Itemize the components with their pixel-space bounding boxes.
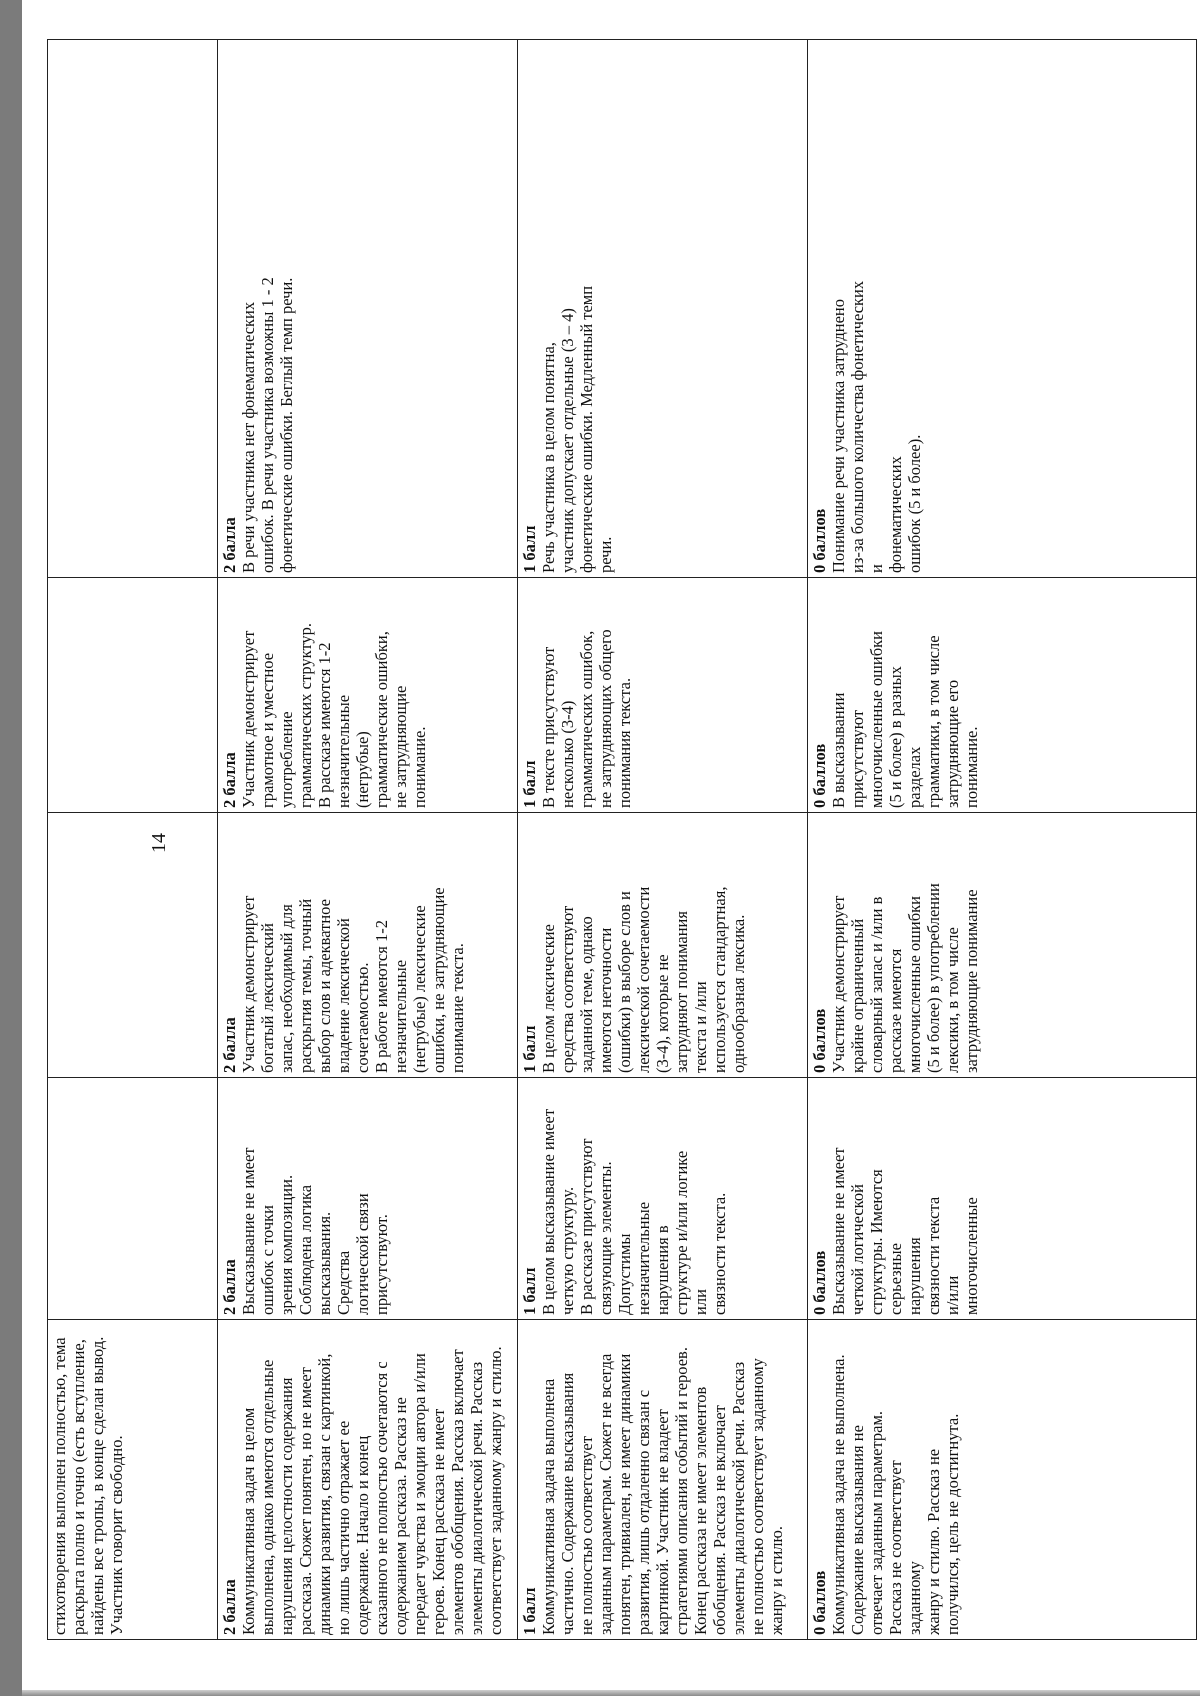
score-label: 1 балл xyxy=(520,1587,539,1635)
cell-grammar xyxy=(218,578,518,813)
cell-text: Высказывание не имеет четкой логической структуры. Имеются серьезные нарушения связности текста и/или многочисленные xyxy=(829,1147,981,1315)
cell-grammar xyxy=(48,578,218,813)
score-label: 0 баллов xyxy=(810,1250,829,1315)
score-label: 1 балл xyxy=(520,525,539,573)
assessment-criteria-table xyxy=(47,39,1197,1640)
cell-text: В высказывании присутствуют многочисленные ошибки (5 и более) в разных разделах грамматики, в том числе затрудняющие его понимание. xyxy=(829,631,981,808)
score-label: 2 балла xyxy=(220,1579,239,1635)
table-row-2-points xyxy=(218,40,518,1640)
cell-text: Коммуникативная задача не выполнена. Содержание высказывания не отвечает заданным параметрам. Рассказ не соответствует заданному жанру и стилю. Рассказ не получился, цель не достигнута. xyxy=(829,1354,962,1635)
cell-text: Коммуникативная задач в целом выполнена, однако имеются отдельные нарушения целостности содержания рассказа. Сюжет понятен, но не имеет динамики развития, связан с картинкой, но лишь частично отражает ее содержание. Начало и конец сказанного не полностью сочетаются с содержанием рассказа. Рассказ не передает чувства и эмоции автора и/или героев. Конец рассказа не имеет элементов обобщения. Рассказ включает элементы диалогической речи. Рассказ соответствует заданному жанру и стилю. xyxy=(239,1346,505,1635)
cell-grammar xyxy=(808,578,1197,813)
cell-lexis xyxy=(518,813,808,1078)
cell-text: В целом высказывание имеет четкую структуру. В рассказе присутствуют связующие элементы. Допустимы незначительные нарушения в структуре и/или логике или связности текста. xyxy=(539,1108,729,1315)
cell-text: Понимание речи участника затруднено из-за большого количества фонетических и фонематических ошибок (5 и более). xyxy=(829,280,924,573)
cell-grammar xyxy=(518,578,808,813)
score-label: 1 балл xyxy=(520,1025,539,1073)
table-row-continuation xyxy=(48,40,218,1640)
score-label: 0 баллов xyxy=(810,508,829,573)
score-label: 2 балла xyxy=(220,1017,239,1073)
cell-phonetics xyxy=(48,40,218,578)
score-label: 2 балла xyxy=(220,752,239,808)
cell-text: В целом лексические средства соответствуют заданной теме, однако имеются неточности (ошибки) в выборе слов и лексической сочетаемости (3-4), которые не затрудняют понимания текста и /или используется стандартная, однообразная лексика. xyxy=(539,886,748,1073)
cell-text: Коммуникативная задача выполнена частично. Содержание высказывания не полностью соответствует заданным параметрам. Сюжет не всегда понятен, тривиален, не имеет динамики развития, лишь отдаленно связан с картинкой. Участник не владеет стратегиями описания событий и героев. Конец рассказа не имеет элементов обобщения. Рассказ не включает элементы диалогической речи. Рассказ не полностью соответствует заданному жанру и стилю. xyxy=(539,1347,786,1635)
cell-content xyxy=(218,1320,518,1640)
score-label: 1 балл xyxy=(520,760,539,808)
score-label: 1 балл xyxy=(520,1267,539,1315)
score-label: 2 балла xyxy=(220,517,239,573)
table-row-0-points xyxy=(808,40,1197,1640)
cell-text: Высказывание не имеет ошибок с точки зрения композиции. Соблюдена логика высказывания. Средства логической связи присутствуют. xyxy=(239,1147,391,1315)
cell-text: Участник демонстрирует крайне ограниченный словарный запас и /или в рассказе имеются многочисленные ошибки (5 и более) в употреблении лексики, в том числе затрудняющие понимание xyxy=(829,883,981,1073)
cell-composition xyxy=(808,1078,1197,1320)
cell-content xyxy=(518,1320,808,1640)
score-label: 0 баллов xyxy=(810,743,829,808)
cell-lexis xyxy=(48,813,218,1078)
cell-text: стихотворения выполнен полностью, тема раскрыта полно и точно (есть вступление, найдены все тропы, в конце сделан вывод. Участник говорит свободно. xyxy=(50,1336,126,1635)
page-number: 14 xyxy=(148,833,170,853)
score-label: 0 баллов xyxy=(810,1008,829,1073)
score-label: 2 балла xyxy=(220,1259,239,1315)
cell-composition xyxy=(218,1078,518,1320)
cell-content xyxy=(808,1320,1197,1640)
cell-text: Участник демонстрирует грамотное и уместное употребление грамматических структур. В рассказе имеются 1-2 незначительные (негрубые) грамматические ошибки, не затрудняющие понимание. xyxy=(239,622,429,808)
table-row-1-point xyxy=(518,40,808,1640)
cell-composition xyxy=(518,1078,808,1320)
score-label: 0 баллов xyxy=(810,1570,829,1635)
cell-lexis xyxy=(218,813,518,1078)
cell-composition xyxy=(48,1078,218,1320)
cell-phonetics xyxy=(808,40,1197,578)
cell-text: Речь участника в целом понятна, участник допускает отдельные (3 – 4) фонетические ошибки. Медленный темп речи. xyxy=(539,285,615,573)
cell-phonetics xyxy=(518,40,808,578)
cell-text: В речи участника нет фонематических ошибок. В речи участника возможны 1 - 2 фонетические ошибки. Беглый темп речи. xyxy=(239,277,296,573)
cell-phonetics xyxy=(218,40,518,578)
scan-bottom-edge xyxy=(22,1690,1200,1696)
rotated-table-container xyxy=(47,40,1197,1640)
cell-lexis xyxy=(808,813,1197,1078)
cell-content xyxy=(48,1320,218,1640)
cell-text: Участник демонстрирует богатый лексический запас, необходимый для раскрытия темы, точный выбор слов и адекватное владение лексической сочетаемостью. В работе имеются 1-2 незначительные (негрубые) лексические ошибки, не затрудняющие понимание текста. xyxy=(239,887,467,1073)
cell-text: В тексте присутствуют несколько (3-4) грамматических ошибок, не затрудняющих общего понимания текста. xyxy=(539,629,634,808)
